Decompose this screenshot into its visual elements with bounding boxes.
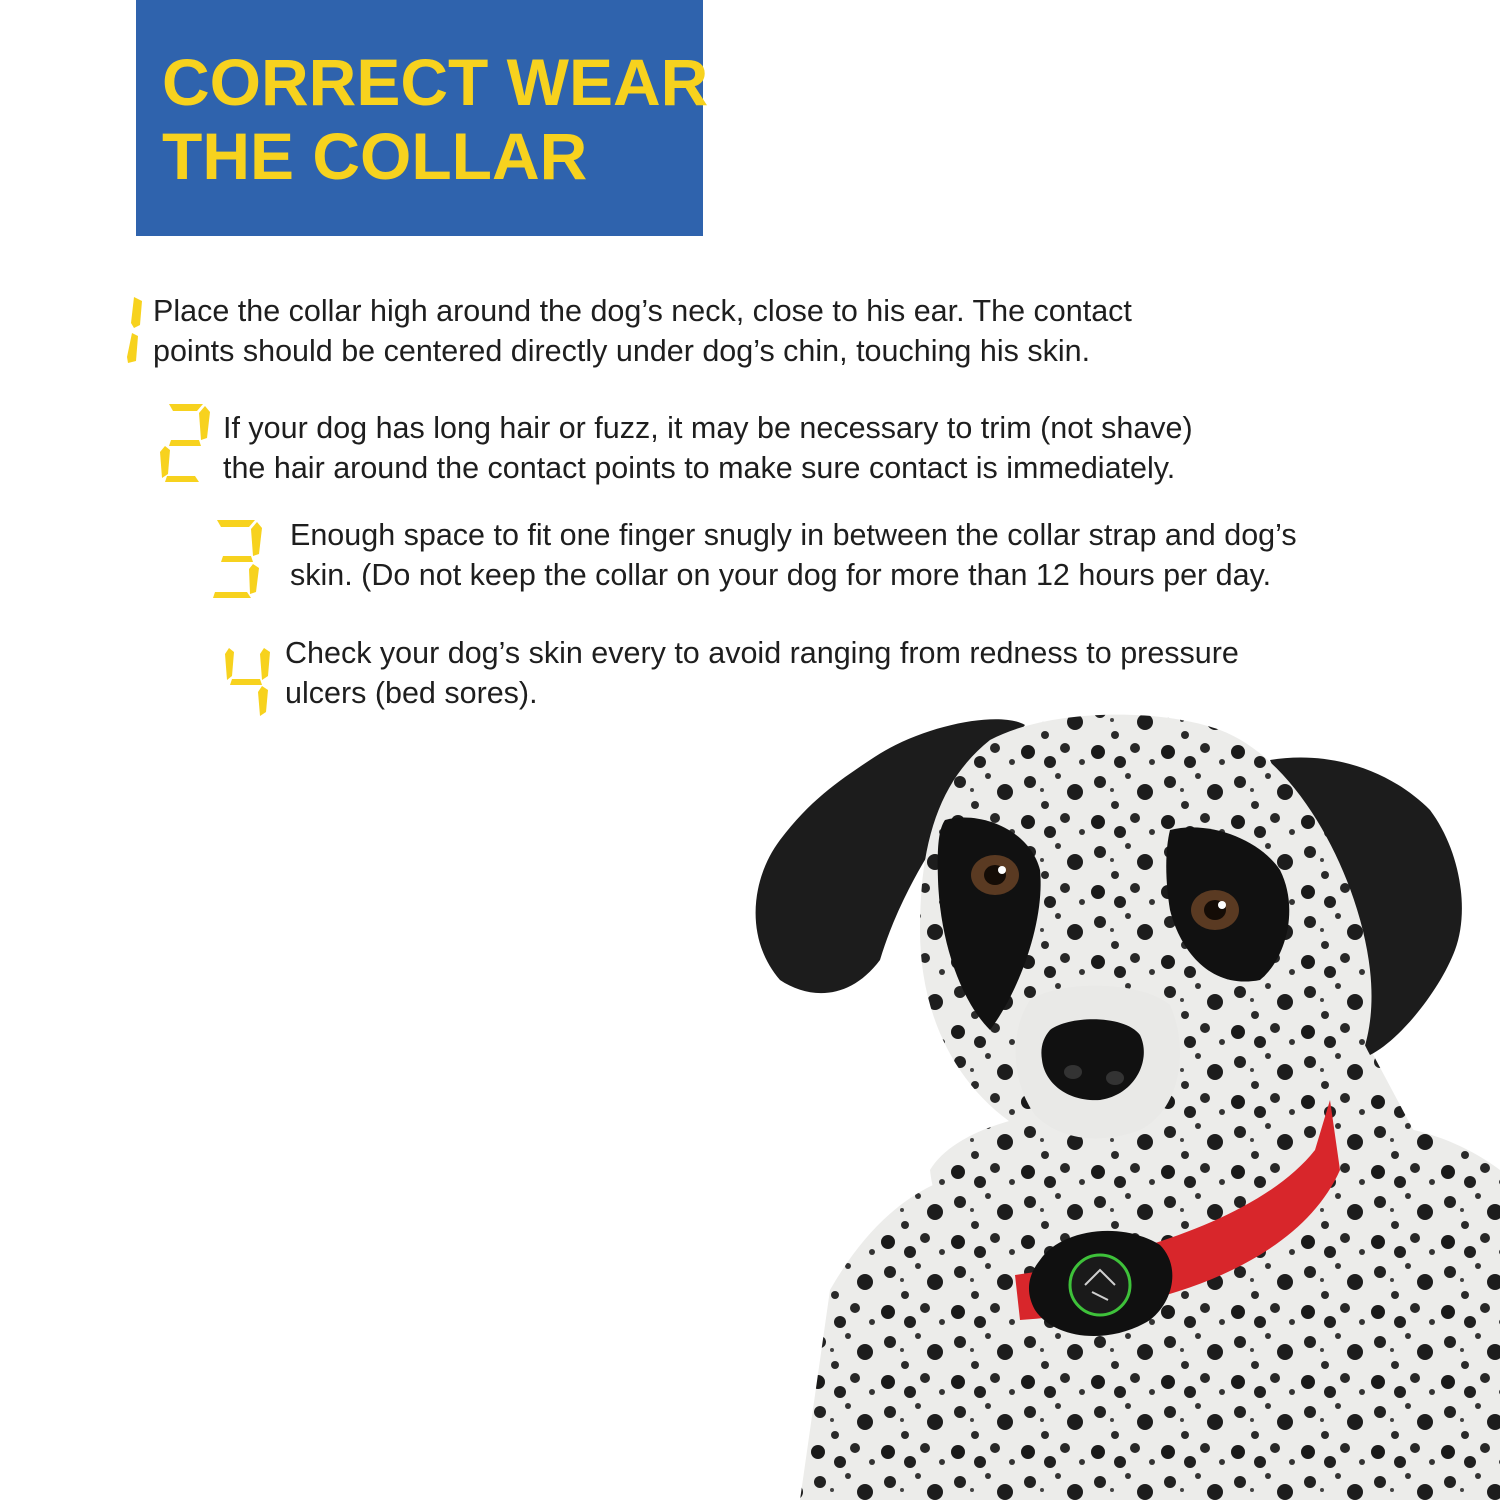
step-number-3 (211, 518, 265, 600)
step-number-4 (224, 646, 276, 718)
step-3-line-1: Enough space to fit one finger snugly in between the collar strap and dog’s (290, 518, 1297, 552)
title-banner (136, 0, 709, 236)
title-line-1: CORRECT WEAR (162, 45, 709, 119)
dog-with-collar-photo (740, 700, 1500, 1500)
step-1-line-2: points should be centered directly under dog’s chin, touching his skin. (153, 334, 1091, 368)
step-3-line-2: skin. (Do not keep the collar on your dog for more than 12 hours per day. (290, 558, 1272, 592)
step-number-1 (124, 295, 146, 365)
title-line-2: THE COLLAR (162, 119, 588, 193)
step-2-line-2: the hair around the contact points to make sure contact is immediately. (223, 451, 1176, 485)
step-2-line-1: If your dog has long hair or fuzz, it may be necessary to trim (not shave) (223, 411, 1193, 445)
step-3-text (290, 515, 1297, 595)
step-number-2 (157, 402, 213, 484)
step-1-line-1: Place the collar high around the dog’s neck, close to his ear. The contact (153, 294, 1132, 328)
step-2-text (223, 408, 1193, 488)
step-4-line-2: ulcers (bed sores). (285, 676, 538, 710)
step-4-line-1: Check your dog’s skin every to avoid ranging from redness to pressure (285, 636, 1239, 670)
step-1-text (153, 291, 1132, 371)
